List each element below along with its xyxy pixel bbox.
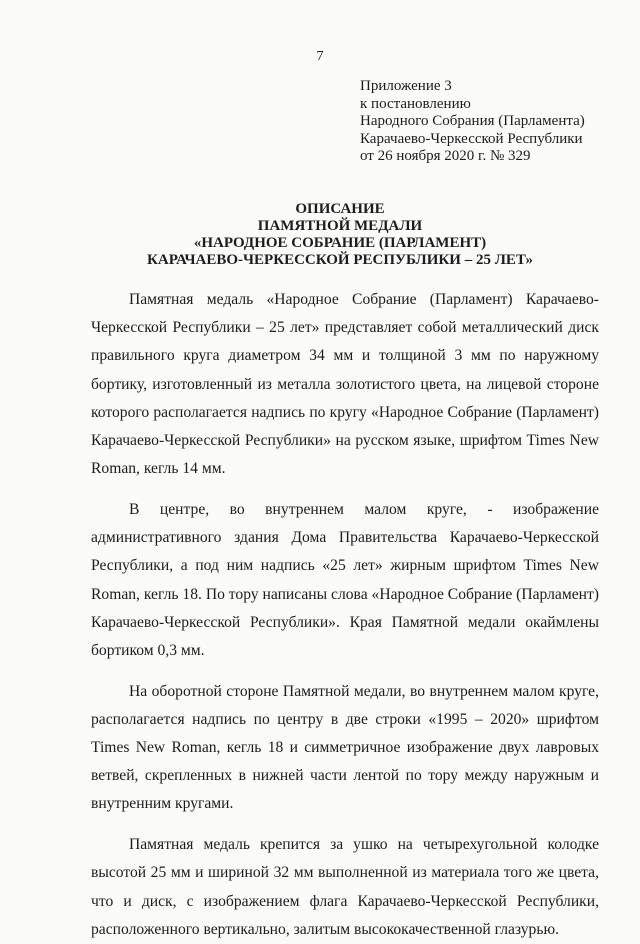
paragraph: Памятная медаль крепится за ушко на четырехугольной колодке высотой 25 мм и шириной 32 мм выполненной из материала того же цвета, что и диск, с изображением флага Карачаево-Черкесской Республики, расположенного вертикально, залитым высококачественной глазурью. — [91, 836, 599, 938]
title-line: ПАМЯТНОЙ МЕДАЛИ — [257, 218, 423, 234]
annex-line: к постановлению — [360, 95, 471, 112]
annex-line: Приложение 3 — [360, 78, 452, 94]
title-line: «НАРОДНОЕ СОБРАНИЕ (ПАРЛАМЕНТ) — [193, 235, 487, 251]
annex-line: от 26 ноября 2020 г. № 329 — [360, 148, 531, 164]
annex-line: Народного Собрания (Парламента) — [360, 113, 585, 129]
paragraph: В центре, во внутреннем малом круге, - изображение административного здания Дома Правительства Карачаево-Черкесской Республики, а под ним надпись «25 лет» жирным шрифтом Times New Roman, кегль 18. По тору написаны слова «Народное Собрание (Парламент) Карачаево-Черкесской Республики». Края Памятной медали окаймлены бортиком 0,3 мм. — [91, 500, 599, 659]
title-line: ОПИСАНИЕ — [295, 201, 385, 217]
annex-line: Карачаево-Черкесской Республики — [360, 130, 583, 147]
document-body — [91, 286, 599, 944]
document-title — [60, 201, 620, 269]
title-line: КАРАЧАЕВО-ЧЕРКЕССКОЙ РЕСПУБЛИКИ – 25 ЛЕТ» — [147, 252, 533, 268]
paragraph: На оборотной стороне Памятной медали, во внутреннем малом круге, располагается надпись по центру в две строки «1995 – 2020» шрифтом Times New Roman, кегль 18 и симметричное изображение двух лавровых ветвей, скрепленных в нижней части лентой по тору между наружным и внутренним кругами. — [91, 682, 599, 813]
page-number: 7 — [316, 49, 324, 64]
paragraph: Памятная медаль «Народное Собрание (Парламент) Карачаево-Черкесской Республики – 25 лет» представляет собой металлический диск правильного круга диаметром 34 мм и толщиной 3 мм по наружному бортику, изготовленный из металла золотистого цвета, на лицевой стороне которого располагается надпись по кругу «Народное Собрание (Парламент) Карачаево-Черкесской Республики» на русском языке, шрифтом Times New Roman, кегль 14 мм. — [91, 291, 599, 478]
annex-block — [360, 78, 630, 166]
